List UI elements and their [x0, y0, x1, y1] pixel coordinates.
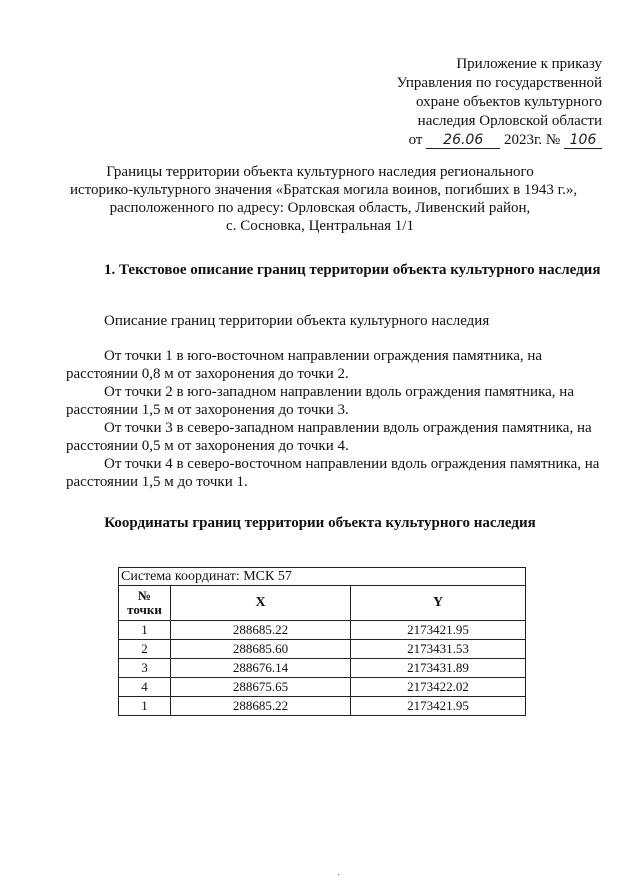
- description-paragraph: От точки 3 в северо-западном направлении вдоль ограждения памятника, на расстоянии 0,5 м от захоронения до точки 4.: [66, 420, 592, 454]
- approval-line: охране объектов культурного: [415, 94, 602, 110]
- y-value: 2173431.89: [351, 659, 526, 678]
- table-row: [119, 678, 526, 697]
- y-value: 2173421.95: [351, 621, 526, 640]
- x-value: 288685.22: [171, 697, 351, 716]
- title-line: расположенного по адресу: Орловская область, Ливенский район,: [109, 200, 531, 216]
- description-paragraph: От точки 4 в северо-восточном направлении вдоль ограждения памятника, на расстоянии 1,5 м до точки 1.: [66, 456, 600, 490]
- header-y: Y: [351, 586, 526, 621]
- document-title: [70, 163, 578, 235]
- approval-prefix: от: [408, 132, 423, 148]
- y-value: 2173421.95: [351, 697, 526, 716]
- point-number: 1: [119, 621, 171, 640]
- handwritten-date: 26.06: [426, 133, 500, 149]
- approval-block: [397, 55, 602, 150]
- x-value: 288676.14: [171, 659, 351, 678]
- x-value: 288685.22: [171, 621, 351, 640]
- approval-line: Приложение к приказу: [456, 56, 602, 72]
- handwritten-number: 106: [564, 133, 602, 149]
- y-value: 2173422.02: [351, 678, 526, 697]
- subheading: Описание границ территории объекта культурного наследия: [104, 313, 490, 329]
- table-row: [119, 659, 526, 678]
- point-number: 1: [119, 697, 171, 716]
- coordinate-system: Система координат: МСК 57: [119, 568, 526, 586]
- description-paragraph: От точки 2 в юго-западном направлении вдоль ограждения памятника, на расстоянии 1,5 м от захоронения до точки 3.: [66, 384, 574, 418]
- point-number: 2: [119, 640, 171, 659]
- table-row: [119, 697, 526, 716]
- header-point-number: [119, 586, 171, 621]
- approval-year: 2023г. №: [503, 132, 561, 148]
- header-num-symbol: №: [137, 588, 152, 603]
- title-line: Границы территории объекта культурного наследия регионального: [106, 164, 534, 180]
- header-x: X: [171, 586, 351, 621]
- description-paragraph: От точки 1 в юго-восточном направлении ограждения памятника, на расстоянии 0,8 м от захоронения до точки 2.: [66, 348, 543, 382]
- coordinates-table: [118, 567, 526, 716]
- point-number: 4: [119, 678, 171, 697]
- table-row: [119, 621, 526, 640]
- x-value: 288685.60: [171, 640, 351, 659]
- point-number: 3: [119, 659, 171, 678]
- boundary-description: [66, 347, 614, 491]
- y-value: 2173431.53: [351, 640, 526, 659]
- table-header-row: [119, 586, 526, 621]
- approval-date-line: [397, 131, 602, 150]
- coordinate-system-row: [119, 568, 526, 586]
- coordinates-title: Координаты границ территории объекта культурного наследия: [104, 515, 536, 531]
- scan-speck: ·: [337, 870, 341, 881]
- title-line: с. Сосновка, Центральная 1/1: [226, 218, 414, 234]
- header-num-label: точки: [127, 602, 162, 617]
- approval-line: Управления по государственной: [396, 75, 602, 91]
- section-heading: 1. Текстовое описание границ территории объекта культурного наследия: [104, 262, 601, 278]
- table-row: [119, 640, 526, 659]
- title-line: историко-культурного значения «Братская могила воинов, погибших в 1943 г.»,: [70, 182, 578, 198]
- x-value: 288675.65: [171, 678, 351, 697]
- approval-line: наследия Орловской области: [417, 113, 602, 129]
